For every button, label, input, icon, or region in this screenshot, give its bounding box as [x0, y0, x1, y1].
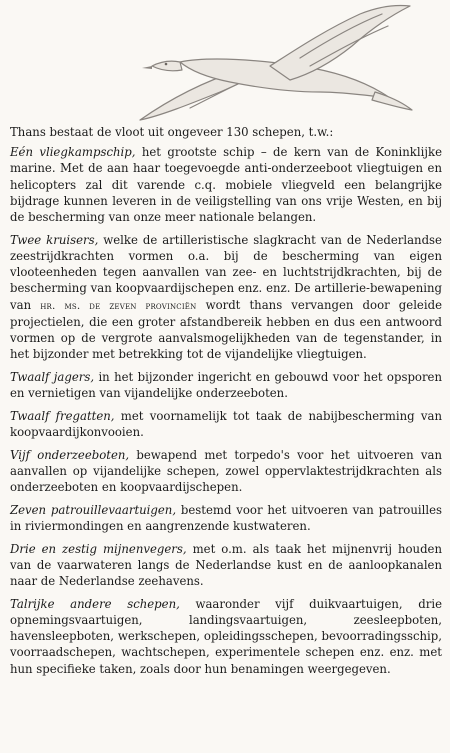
ship-name: hr. ms. de zeven provinciën	[40, 299, 197, 312]
paragraph-minesweepers	[10, 541, 442, 590]
term: Eén vliegkampschip,	[10, 145, 136, 160]
paragraph-other-ships	[10, 596, 442, 677]
description: bewapend met torpedo's voor het uitvoeren van aanvallen op vijandelijke schepen, zowel oppervlaktestrijdkrachten als onderzeeboten en koopvaardijschepen.	[10, 447, 442, 495]
term: Zeven patrouillevaartuigen,	[10, 502, 177, 517]
paragraph-patrol-vessels	[10, 502, 442, 534]
description: met voornamelijk tot taak de nabijbescherming van koopvaardijkonvooien.	[10, 408, 442, 439]
paragraph-frigates	[10, 408, 442, 440]
paragraph-submarines	[10, 447, 442, 496]
seagull-icon	[120, 0, 420, 128]
term: Drie en zestig mijnenvegers,	[10, 541, 187, 556]
description: bestemd voor het uitvoeren van patrouilles in riviermondingen en aangrenzende kustwateren.	[10, 502, 442, 533]
description: welke de artilleristische slagkracht van de Nederlandse zeestrijdkrachten vormen o.a. bij de bescherming van eigen vlooteenheden tegen aanvallen van zee- en luchtstrijdkrachten, bij de bescherming van koopvaardijschepen enz. enz. De artillerie-bewapening van	[10, 232, 442, 312]
paragraph-destroyers	[10, 369, 442, 401]
description: het grootste schip – de kern van de Koninklijke marine. Met de aan haar toegevoegde anti-onderzeeboot vliegtuigen en helicopters zal dit varende c.q. mobiele vliegveld een belangrijke bijdrage kunnen leveren in de veiligstelling van ons vrije Westen, en bij de bescherming van onze meer nationale belangen.	[10, 145, 442, 225]
term: Talrijke andere schepen,	[10, 596, 180, 611]
intro-line: Thans bestaat de vloot uit ongeveer 130 schepen, t.w.:	[10, 125, 334, 139]
paragraph-cruisers	[10, 232, 442, 363]
description: waaronder vijf duikvaartuigen, drie opnemingsvaartuigen, landingsvaartuigen, zeesleepboten, havensleepboten, werkschepen, opleidingsschepen, bevoorradingsschip, voorraadschepen, wachtschepen, experimentele schepen enz. enz. met hun specifieke taken, zoals door hun benamingen weergegeven.	[10, 596, 442, 676]
description: met o.m. als taak het mijnenvrij houden van de vaarwateren langs de Nederlandse kust en de aanloopkanalen naar de Nederlandse zeehavens.	[10, 541, 443, 589]
description: in het bijzonder ingericht en gebouwd voor het opsporen en vernietigen van vijandelijke onderzeeboten.	[10, 369, 443, 401]
paragraph-aircraft-carrier	[10, 144, 442, 225]
description-continued: wordt thans vervangen door geleide projectielen, die een groter afstandbereik hebben en dus een antwoord vormen op de vergrote aanvalsmogelijkheden van de tegenstander, in het bijzonder met betrekking tot de vijandelijke vliegtuigen.	[10, 297, 442, 362]
fleet-text	[10, 124, 442, 683]
term: Vijf onderzeeboten,	[10, 447, 130, 462]
term: Twaalf fregatten,	[10, 408, 115, 423]
term: Twaalf jagers,	[10, 369, 95, 384]
term: Twee kruisers,	[10, 232, 99, 247]
